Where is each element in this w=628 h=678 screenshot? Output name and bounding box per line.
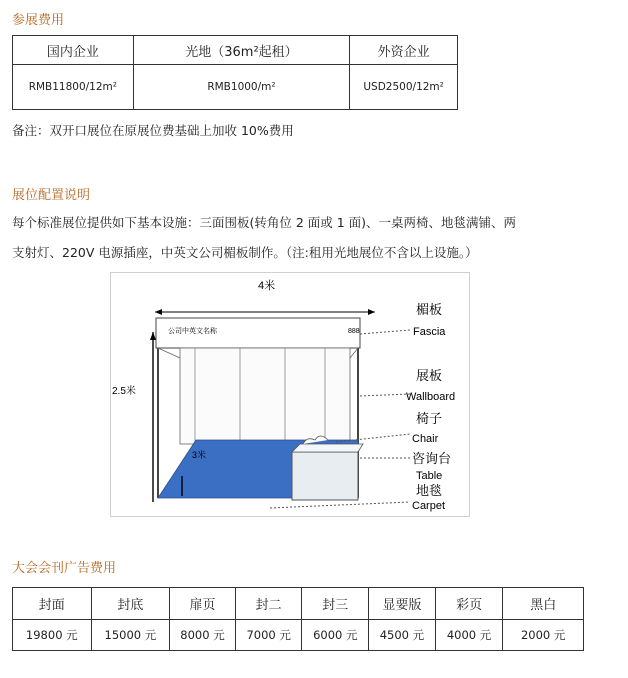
cell-back-cover-price: 15000 元 — [91, 620, 170, 651]
section-title-ad-fees: 大会会刊广告费用 — [12, 561, 117, 576]
header-color-page: 彩页 — [435, 588, 503, 620]
description-line-1: 每个标准展位提供如下基本设施：三面围板(转角位 2 面或 1 面)、一桌两椅、地毯满铺、两 — [12, 215, 517, 230]
carpet-label-cn: 地毯 — [416, 483, 443, 498]
booth-fee-note: 备注：双开口展位在原展位费基础上加收 10%费用 — [12, 123, 294, 138]
header-domestic: 国内企业 — [13, 36, 134, 65]
chair-label-en: Chair — [412, 433, 439, 445]
fascia-number-text: 888 — [348, 328, 360, 335]
info-table — [292, 452, 358, 500]
section-title-booth-config: 展位配置说明 — [12, 188, 91, 203]
wallboard-label-cn: 展板 — [416, 368, 443, 383]
header-inside-back: 封三 — [302, 588, 369, 620]
table-row — [13, 620, 584, 651]
header-title-page: 扉页 — [170, 588, 236, 620]
cell-title-page-price: 8000 元 — [170, 620, 236, 651]
cell-inside-back-price: 6000 元 — [302, 620, 369, 651]
cell-domestic-price: RMB11800/12m² — [13, 65, 134, 110]
fascia-label-cn: 楣板 — [416, 302, 443, 317]
ad-fee-table — [12, 587, 584, 651]
header-front-cover: 封面 — [13, 588, 92, 620]
booth-diagram — [110, 272, 470, 517]
chair-label-cn: 椅子 — [416, 411, 443, 426]
wallboard-label-en: Wallboard — [406, 391, 456, 403]
header-back-cover: 封底 — [91, 588, 170, 620]
table-header-row — [13, 36, 458, 65]
cell-inside-front-price: 7000 元 — [235, 620, 302, 651]
header-foreign: 外资企业 — [350, 36, 458, 65]
cell-front-cover-price: 19800 元 — [13, 620, 92, 651]
table-row — [13, 65, 458, 110]
header-inside-front: 封二 — [235, 588, 302, 620]
booth-config-description — [12, 208, 622, 268]
booth-fee-table — [12, 35, 458, 110]
table-label-en: Table — [416, 470, 443, 482]
depth-label: 3米 — [192, 450, 207, 460]
carpet-label-en: Carpet — [412, 500, 446, 512]
header-prominent: 显要版 — [369, 588, 436, 620]
width-label: 4米 — [258, 280, 276, 292]
cell-foreign-price: USD2500/12m² — [350, 65, 458, 110]
header-black-white: 黑白 — [503, 588, 584, 620]
table-header-row — [13, 588, 584, 620]
fascia-label-en: Fascia — [413, 326, 446, 338]
cell-raw-space-price: RMB1000/m² — [133, 65, 350, 110]
section-title-booth-fees: 参展费用 — [12, 13, 65, 28]
height-label: 2.5米 — [112, 386, 136, 397]
cell-color-page-price: 4000 元 — [435, 620, 503, 651]
cell-prominent-price: 4500 元 — [369, 620, 436, 651]
description-line-2: 支射灯、220V 电源插座，中英文公司楣板制作。（注:租用光地展位不含以上设施。） — [12, 245, 478, 260]
header-raw-space: 光地（36m²起租） — [133, 36, 350, 65]
cell-black-white-price: 2000 元 — [503, 620, 584, 651]
fascia-company-text: 公司中英文名称 — [168, 328, 217, 335]
table-label-cn: 咨询台 — [412, 451, 452, 466]
